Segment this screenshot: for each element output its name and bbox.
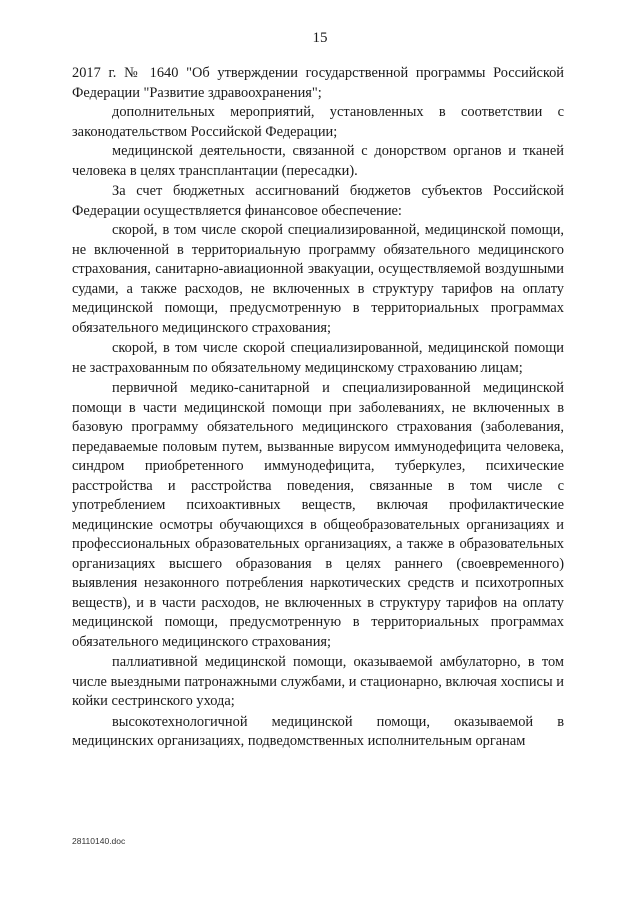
paragraph: дополнительных мероприятий, установленных в соответствии с законодательством Российской Федерации; <box>72 104 564 140</box>
paragraph: медицинской деятельности, связанной с донорством органов и тканей человека в целях трансплантации (пересадки). <box>72 143 564 179</box>
paragraph: 2017 г. № 1640 "Об утверждении государственной программы Российской Федерации "Развитие здравоохранения"; <box>72 65 564 101</box>
footer-filename: 28110140.doc <box>72 836 126 846</box>
page-number: 15 <box>312 30 328 46</box>
paragraph: первичной медико-санитарной и специализированной медицинской помощи в части медицинской помощи при заболеваниях, не включенных в базовую программу обязательного медицинского страхования (заболевания, передаваемые половым путем, вызванные вирусом иммунодефицита человека, синдром приобретенного иммунодефицита, туберкулез, психические расстройства и расстройства поведения, связанные в том числе с употреблением психоактивных веществ, включая профилактические медицинские осмотры обучающихся в общеобразовательных организациях и профессиональных образовательных организациях, а также в образовательных организациях высшего образования в целях раннего (своевременного) выявления незаконного потребления наркотических средств и психотропных веществ), и в части расходов, не включенных в структуру тарифов на оплату медицинской помощи, предусмотренную в территориальных программах обязательного медицинского страхования; <box>72 380 564 650</box>
paragraph: паллиативной медицинской помощи, оказываемой амбулаторно, в том числе выездными патронажными службами, и стационарно, включая хосписы и койки сестринского ухода; <box>72 654 564 709</box>
paragraph: скорой, в том числе скорой специализированной, медицинской помощи, не включенной в территориальную программу обязательного медицинского страхования, санитарно-авиационной эвакуации, осуществляемой воздушными судами, а также расходов, не включенных в структуру тарифов на оплату медицинской помощи, предусмотренную в территориальных программах обязательного медицинского страхования; <box>72 222 564 336</box>
paragraph: высокотехнологичной медицинской помощи, оказываемой в медицинских организациях, подведомственных исполнительным органам <box>72 713 564 749</box>
paragraph: скорой, в том числе скорой специализированной, медицинской помощи не застрахованным по обязательному медицинскому страхованию лицам; <box>72 340 564 376</box>
paragraph: За счет бюджетных ассигнований бюджетов субъектов Российской Федерации осуществляется финансовое обеспечение: <box>72 183 564 219</box>
document-body <box>72 64 564 752</box>
